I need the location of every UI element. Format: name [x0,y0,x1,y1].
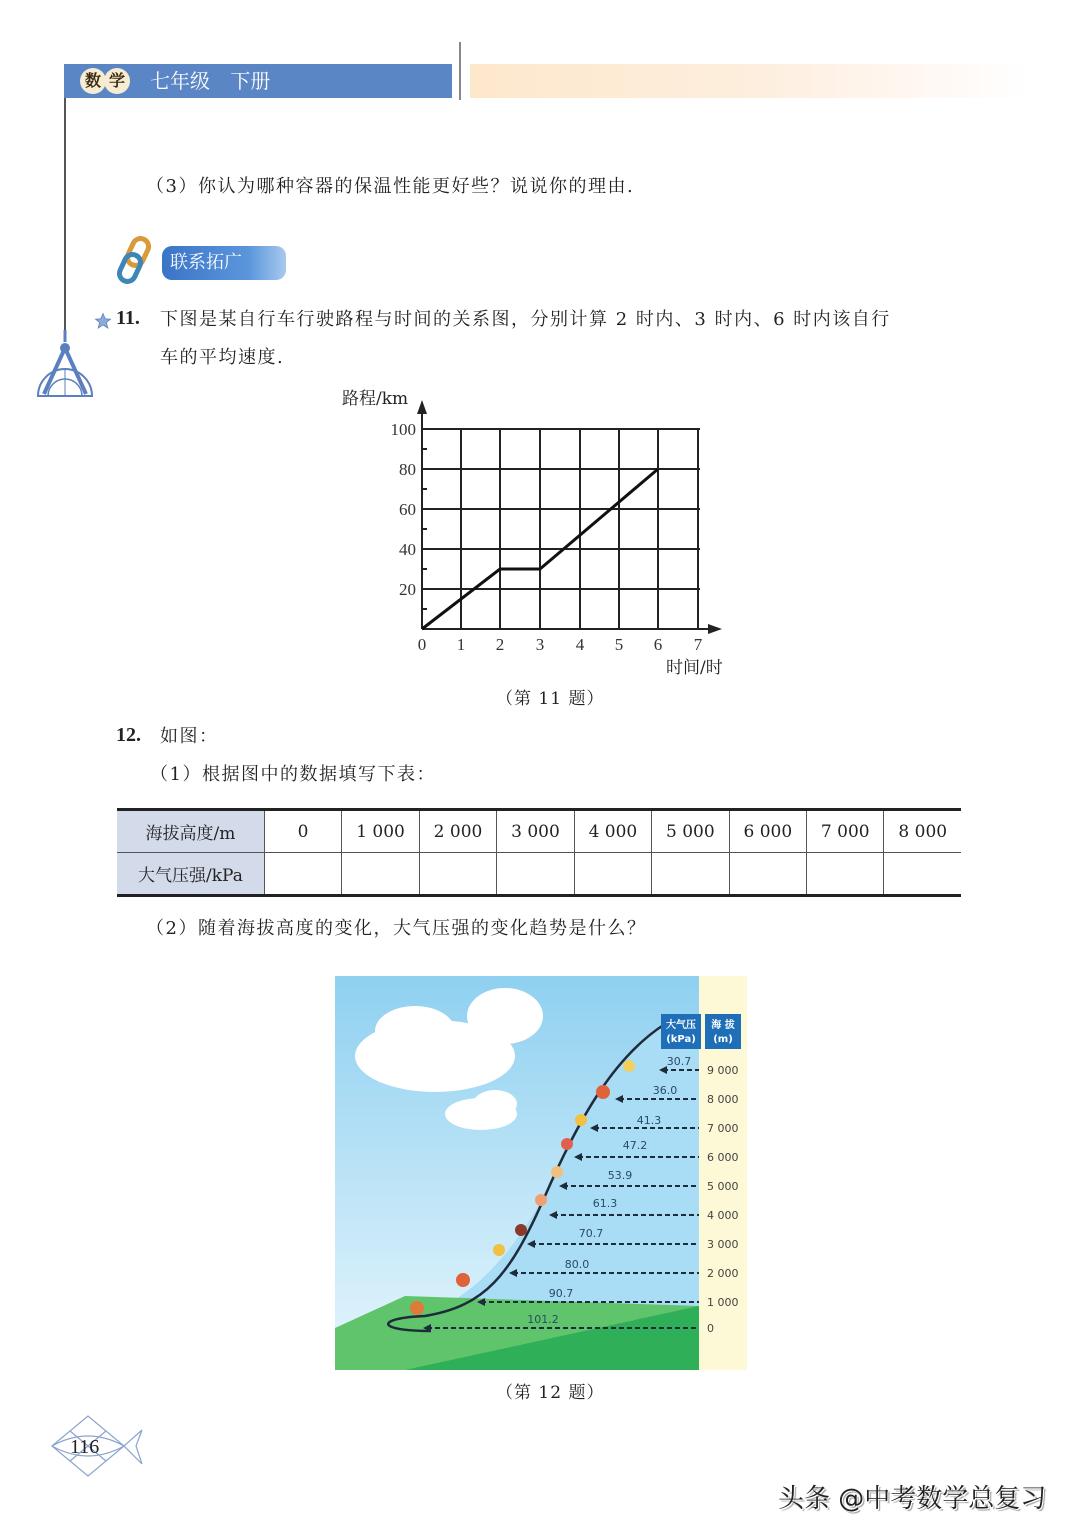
pressure-cell [574,853,651,896]
q12-part2: （2）随着海拔高度的变化，大气压强的变化趋势是什么？ [146,918,647,939]
row-header: 大气压强/kPa [117,853,264,896]
prev-question-part3: （3）你认为哪种容器的保温性能更好些？说说你的理由. [146,176,635,197]
svg-text:4 000: 4 000 [707,1209,739,1222]
grade-volume: 七年级 下册 [150,69,271,93]
svg-text:6: 6 [653,635,663,654]
pressure-cell [342,853,419,896]
header-divider [459,42,461,100]
star-icon [94,312,112,330]
svg-text:30.7: 30.7 [666,1055,692,1068]
chain-link-icon [112,234,164,286]
q11-text-line1: 下图是某自行车行驶路程与时间的关系图，分别计算 2 时内、3 时内、6 时内该自行 [160,309,891,330]
pressure-cell [652,853,729,896]
svg-text:大气压: 大气压 [666,1020,696,1031]
pressure-cell [729,853,806,896]
pressure-cell [497,853,574,896]
svg-text:7 000: 7 000 [707,1122,739,1135]
q12-intro: 如图： [160,726,219,747]
question-number: 12. [116,724,141,746]
svg-text:60: 60 [399,500,416,519]
page-number: 116 [70,1436,100,1458]
svg-text:时间/时: 时间/时 [666,658,723,678]
svg-text:1: 1 [456,635,466,654]
svg-text:2 000: 2 000 [707,1267,739,1280]
svg-text:40: 40 [399,540,416,559]
altitude-cell: 0 [264,810,341,853]
svg-text:(m): (m) [713,1034,733,1045]
svg-text:6 000: 6 000 [707,1151,739,1164]
subject-char: 学 [104,68,130,94]
question-number: 11. [116,307,140,329]
svg-text:100: 100 [390,420,416,439]
altitude-cell: 2 000 [419,810,496,853]
pressure-cell [807,853,884,896]
watermark: 头条 @中考数学总复习 [778,1484,1047,1514]
header-band [470,64,1030,98]
svg-text:70.7: 70.7 [578,1227,604,1240]
svg-text:5: 5 [614,635,624,654]
section-badge: 联系拓广 [162,246,286,280]
svg-text:7: 7 [693,635,703,654]
table-row-pressure [117,853,961,896]
pressure-cell [884,853,961,896]
svg-text:61.3: 61.3 [592,1197,618,1210]
altitude-cell: 6 000 [729,810,806,853]
svg-text:3: 3 [535,635,545,654]
svg-text:0: 0 [417,635,427,654]
subject-char: 数 [80,68,106,94]
svg-text:8 000: 8 000 [707,1093,739,1106]
pressure-cell [419,853,496,896]
svg-text:90.7: 90.7 [548,1287,574,1300]
svg-text:路程/km: 路程/km [342,389,409,409]
svg-text:20: 20 [399,580,416,599]
subject-logo [80,68,128,94]
svg-text:0: 0 [707,1322,714,1335]
svg-text:36.0: 36.0 [652,1084,678,1097]
altitude-pressure-table [117,808,961,897]
svg-text:53.9: 53.9 [607,1169,633,1182]
row-header: 海拔高度/m [117,810,264,853]
altitude-cell: 3 000 [497,810,574,853]
svg-text:101.2: 101.2 [527,1313,559,1326]
altitude-cell: 8 000 [884,810,961,853]
q12-part1: （1）根据图中的数据填写下表： [150,764,436,785]
distance-time-chart [330,382,750,682]
svg-text:海 拔: 海 拔 [711,1020,735,1031]
svg-text:3 000: 3 000 [707,1238,739,1251]
q12-caption: （第 12 题） [496,1383,605,1403]
svg-text:(kPa): (kPa) [666,1034,696,1045]
altitude-cell: 7 000 [807,810,884,853]
svg-text:80: 80 [399,460,416,479]
pressure-cell [264,853,341,896]
svg-text:5 000: 5 000 [707,1180,739,1193]
altitude-cell: 4 000 [574,810,651,853]
compass-protractor-icon [34,330,96,402]
altitude-cell: 5 000 [652,810,729,853]
svg-text:9 000: 9 000 [707,1064,739,1077]
altitude-pressure-figure [335,976,747,1370]
svg-text:2: 2 [495,635,505,654]
svg-text:80.0: 80.0 [564,1258,590,1271]
svg-text:1 000: 1 000 [707,1296,739,1309]
margin-line [64,98,66,338]
svg-text:47.2: 47.2 [622,1139,648,1152]
table-row-altitude [117,810,961,853]
svg-text:41.3: 41.3 [636,1114,662,1127]
svg-text:4: 4 [575,635,585,654]
altitude-cell: 1 000 [342,810,419,853]
q11-text-line2: 车的平均速度. [160,347,285,368]
q11-caption: （第 11 题） [496,689,605,709]
